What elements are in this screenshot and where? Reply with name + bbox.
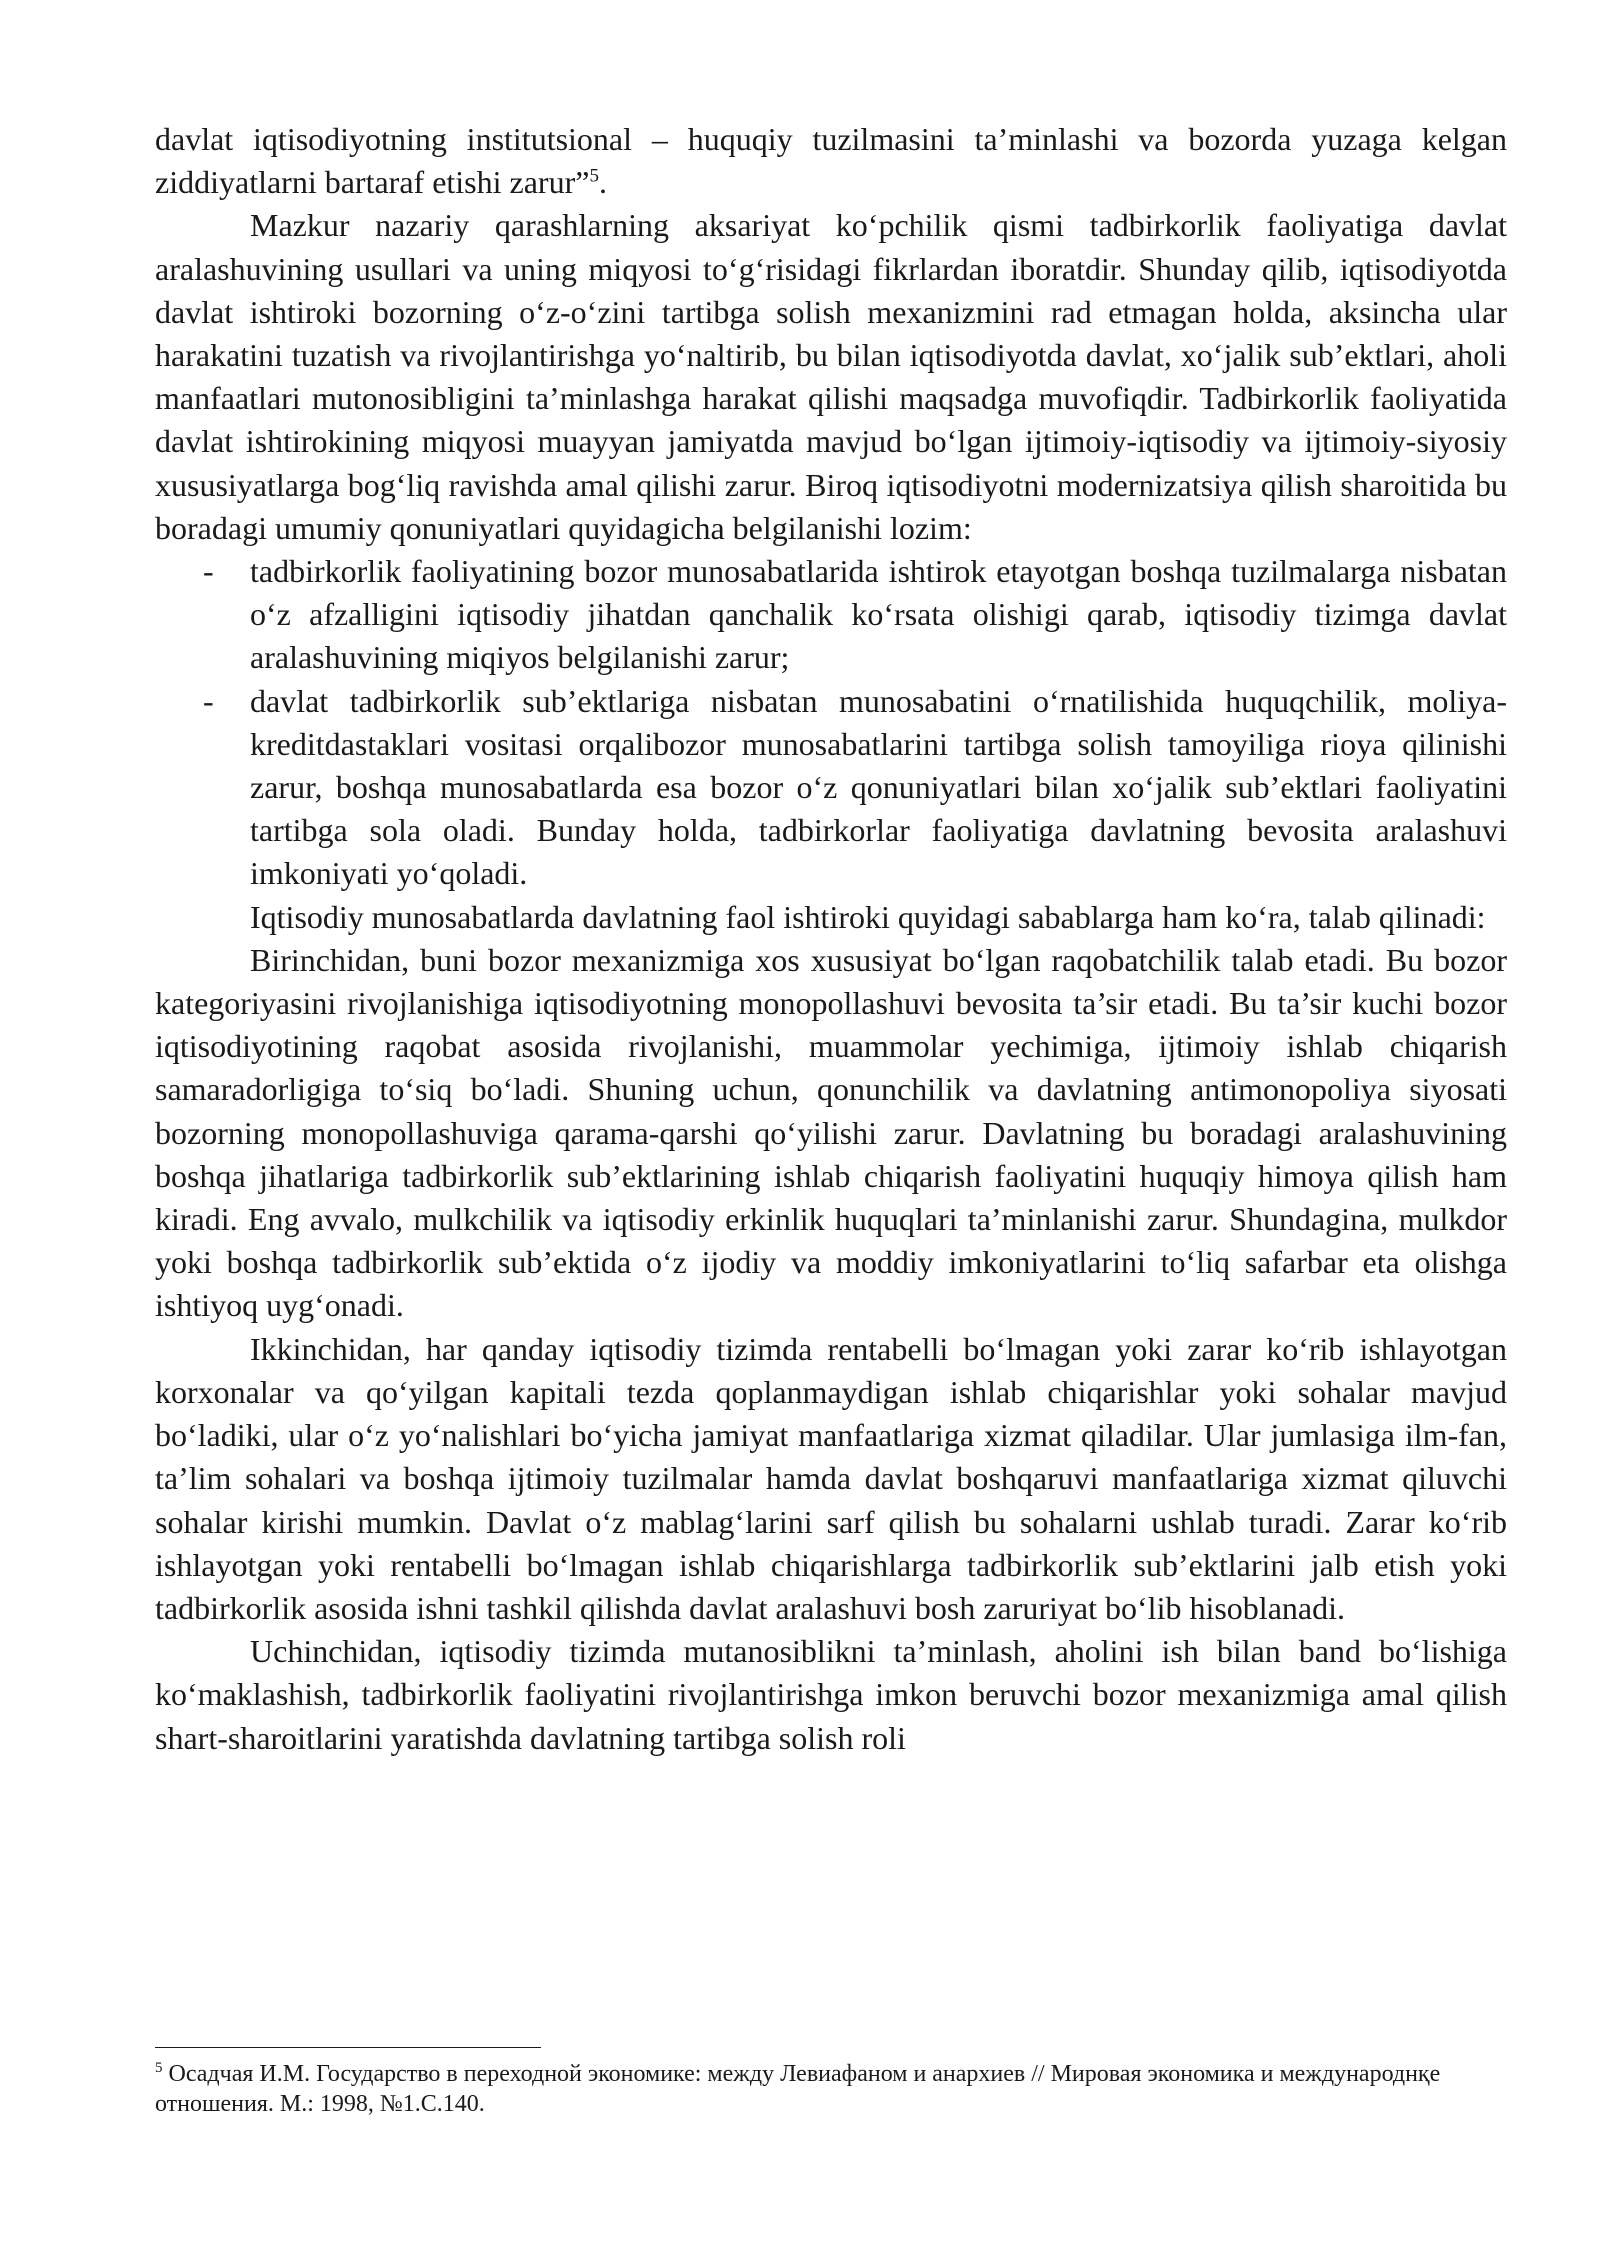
list-item	[155, 680, 1507, 896]
list-item	[155, 550, 1507, 680]
continuation-end: .	[598, 164, 607, 201]
paragraph-1: Mazkur nazariy qarashlarning aksariyat ko‘pchilik qismi tadbirkorlik faoliyatiga davlat aralashuvining usullari va uning miqyosi to‘g‘risidagi fikrlardan iboratdir. Shunday qilib, iqtisodiyotda davlat ishtiroki bozorning o‘z-o‘zini tartibga solish mexanizmini rad etmagan holda, aksincha ular harakatini tuzatish va rivojlantirishga yo‘naltirib, bu bilan iqtisodiyotda davlat, xo‘jalik sub’ektlari, aholi manfaatlari mutonosibligini ta’minlashga harakat qilishi maqsadga muvofiqdir. Tadbirkorlik faoliyatida davlat ishtirokining miqyosi muayyan jamiyatda mavjud bo‘lgan ijtimoiy-iqtisodiy va ijtimoiy-siyosiy xususiyatlarga bog‘liq ravishda amal qilishi zarur. Biroq iqtisodiyotni modernizatsiya qilish sharoitida bu boradagi umumiy qonuniyatlari quyidagicha belgilanishi lozim:	[155, 207, 1507, 546]
footnote-number: 5	[155, 2060, 163, 2076]
footnote-reference[interactable]: 5	[589, 165, 599, 187]
paragraph-3: Birinchidan, buni bozor mexanizmiga xos xususiyat bo‘lgan raqobatchilik talab etadi. Bu bozor kategoriyasini rivojlanishiga iqtisodiyotning monopollashuvi bevosita ta’sir etadi. Bu ta’sir kuchi bozor iqtisodiyotining raqobat asosida rivojlanishi, muammolar yechimiga, ijtimoiy ishlab chiqarish samaradorligiga to‘siq bo‘ladi. Shuning uchun, qonunchilik va davlatning antimonopoliya siyosati bozorning monopollashuviga qarama-qarshi qo‘yilishi zarur. Davlatning bu boradagi aralashuvining boshqa jihatlariga tadbirkorlik sub’ektlarining ishlab chiqarish faoliyatini huquqiy himoya qilish ham kiradi. Eng avvalo, mulkchilik va iqtisodiy erkinlik huquqlari ta’minlanishi zarur. Shundagina, mulkdor yoki boshqa tadbirkorlik sub’ektida o‘z ijodiy va moddiy imkoniyatlarini to‘liq safarbar eta olishga ishtiyoq uyg‘onadi.	[155, 941, 1507, 1324]
footnote	[155, 2059, 1507, 2119]
document-page	[155, 118, 1507, 1760]
bullet-list	[155, 550, 1507, 896]
paragraph-continuation	[155, 118, 1507, 204]
dash-marker: -	[203, 682, 214, 719]
footnote-separator	[155, 2047, 541, 2048]
list-item-text: tadbirkorlik faoliyatining bozor munosabatlarida ishtirok etayotgan boshqa tuzilmalarga nisbatan o‘z afzalligini iqtisodiy jihatdan qanchalik ko‘rsata olishigi qarab, iqtisodiy tizimga davlat aralashuvining miqiyos belgilanishi zarur;	[250, 553, 1507, 676]
dash-marker: -	[203, 553, 214, 590]
paragraph-5: Uchinchidan, iqtisodiy tizimda mutanosiblikni ta’minlash, aholini ish bilan band bo‘lishiga ko‘maklashish, tadbirkorlik faoliyatini rivojlantirishga imkon beruvchi bozor mexanizmiga amal qilish shart-sharoitlarini yaratishda davlatning tartibga solish roli	[155, 1633, 1507, 1756]
list-item-text: davlat tadbirkorlik sub’ektlariga nisbatan munosabatini o‘rnatilishida huquqchilik, moliya-kreditdastaklari vositasi orqalibozor munosabatlarini tartibga solish tamoyiliga rioya qilinishi zarur, boshqa munosabatlarda esa bozor o‘z qonuniyatlari bilan xo‘jalik sub’ektlari faoliyatini tartibga sola oladi. Bunday holda, tadbirkorlar faoliyatiga davlatning bevosita aralashuvi imkoniyati yo‘qoladi.	[250, 682, 1507, 892]
paragraph-4: Ikkinchidan, har qanday iqtisodiy tizimda rentabelli bo‘lmagan yoki zarar ko‘rib ishlayotgan korxonalar va qo‘yilgan kapitali tezda qoplanmaydigan ishlab chiqarishlar yoki sohalar mavjud bo‘ladiki, ular o‘z yo‘nalishlari bo‘yicha jamiyat manfaatlariga xizmat qiladilar. Ular jumlasiga ilm-fan, ta’lim sohalari va boshqa ijtimoiy tuzilmalar hamda davlat boshqaruvi manfaatlariga xizmat qiluvchi sohalar kirishi mumkin. Davlat o‘z mablag‘larini sarf qilish bu sohalarni ushlab turadi. Zarar ko‘rib ishlayotgan yoki rentabelli bo‘lmagan ishlab chiqarishlarga tadbirkorlik sub’ektlarini jalb etish yoki tadbirkorlik asosida ishni tashkil qilishda davlat aralashuvi bosh zaruriyat bo‘lib hisoblanadi.	[155, 1330, 1507, 1626]
continuation-text: davlat iqtisodiyotning institutsional – huquqiy tuzilmasini ta’minlashi va bozorda yuzaga kelgan ziddiyatlarni bartaraf etishi zarur”	[155, 121, 1507, 201]
footnote-text: Осадчая И.М. Государство в переходной экономике: между Левиафаном и анархиев // Мировая экономика и международнқе отношения. М.: 1998, №1.С.140.	[155, 2061, 1441, 2117]
paragraph-2: Iqtisodiy munosabatlarda davlatning faol ishtiroki quyidagi sabablarga ham ko‘ra, talab qilinadi:	[250, 898, 1486, 935]
